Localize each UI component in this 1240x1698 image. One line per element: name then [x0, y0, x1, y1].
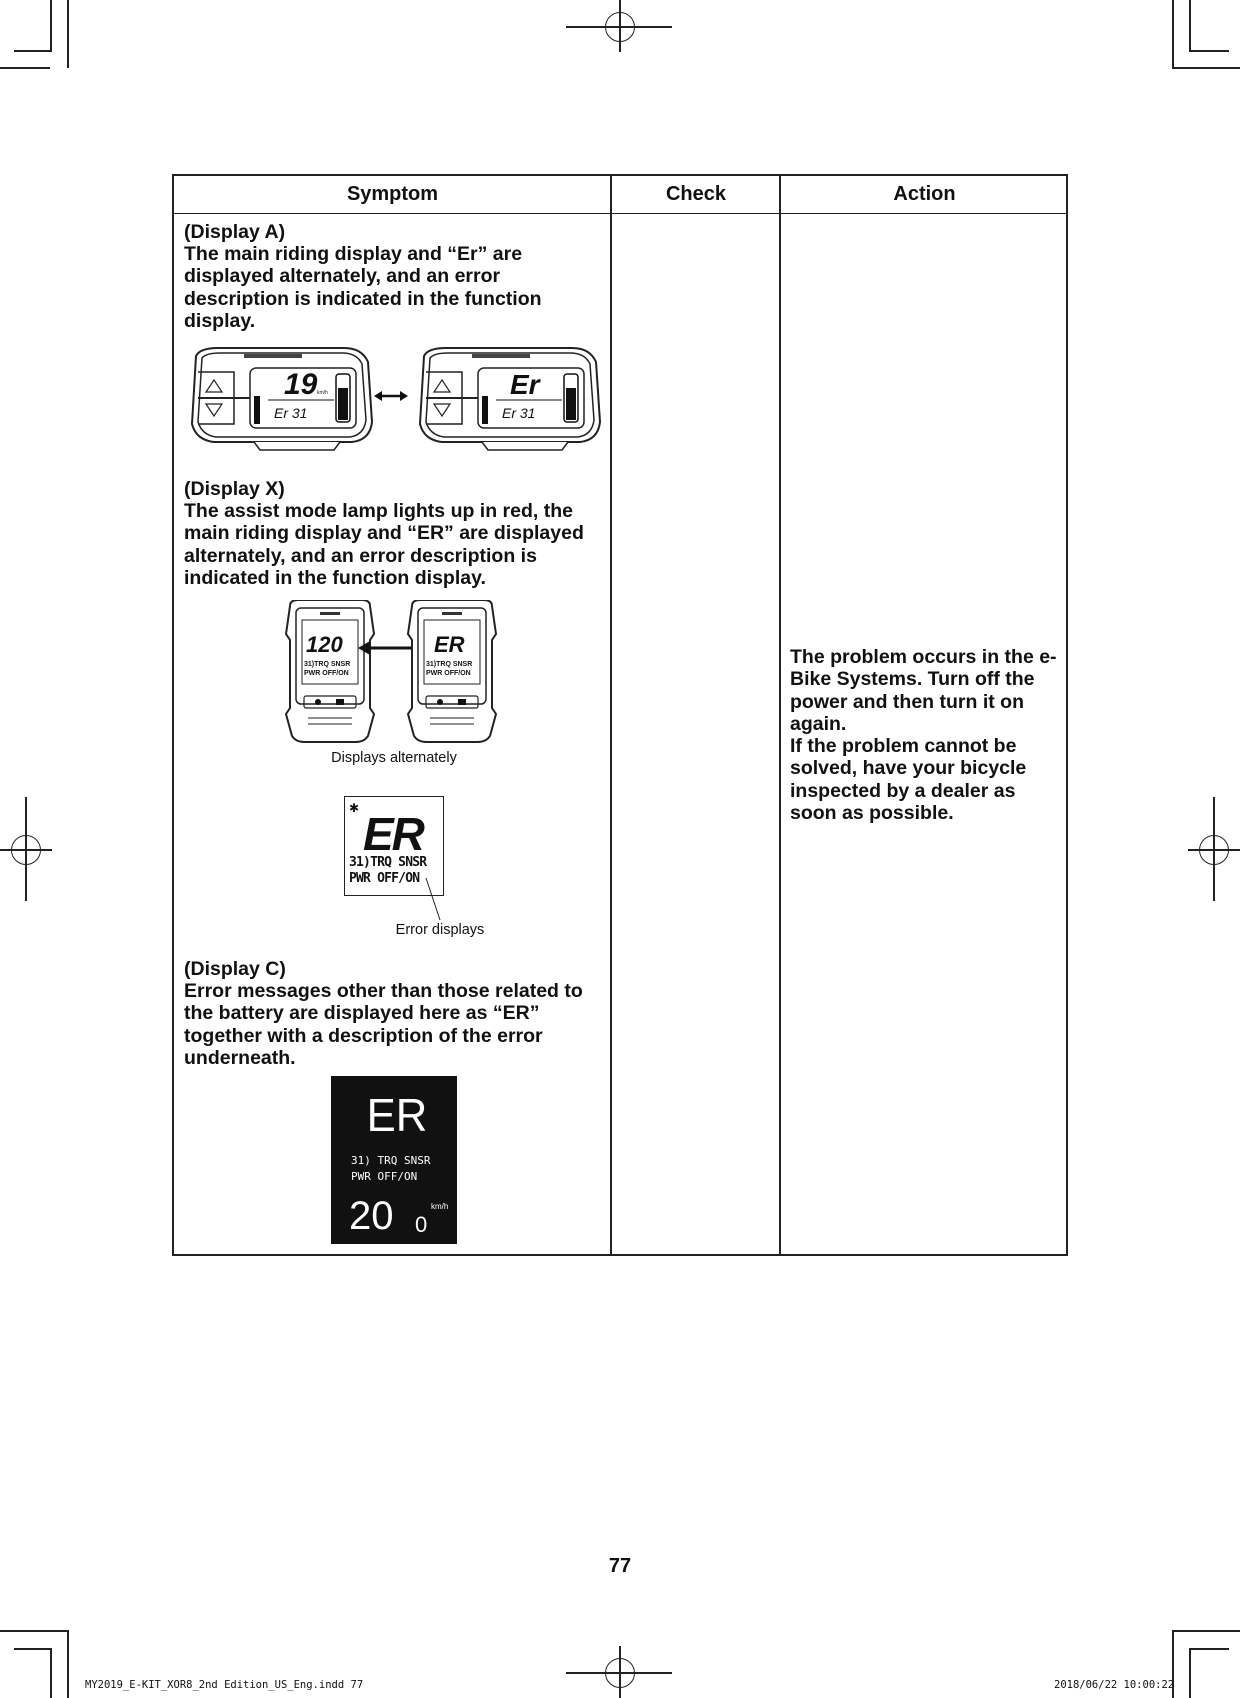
display-c-line1: 31) TRQ SNSR — [351, 1154, 431, 1167]
display-a-heading: (Display A) — [184, 221, 286, 243]
crop-mark — [50, 0, 52, 50]
leader-line — [424, 876, 464, 926]
display-a-illustration — [184, 344, 604, 456]
display-c-screen — [331, 1076, 457, 1244]
closeup-er: ER — [363, 808, 423, 860]
crop-mark — [14, 1648, 52, 1650]
alternate-arrow — [374, 391, 408, 401]
display-c-heading: (Display C) — [184, 958, 286, 980]
display-x-right-unit — [408, 600, 496, 742]
caption-error-displays: Error displays — [395, 922, 485, 938]
crop-mark — [1172, 67, 1240, 69]
display-a-left-code: Er 31 — [274, 405, 308, 421]
crop-mark — [67, 0, 69, 68]
display-x-left-big: 120 — [306, 632, 343, 657]
action-paragraph-2: If the problem cannot be solved, have your bicycle inspected by a dealer as soon as possible. — [790, 735, 1027, 825]
display-x-heading: (Display X) — [184, 478, 285, 500]
display-c-line2: PWR OFF/ON — [351, 1170, 418, 1183]
display-x-text: The assist mode lamp lights up in red, the main riding display and “ER” are displayed alternately, and an error description is indicated in the function display. — [184, 500, 584, 589]
display-x-left-unit — [286, 600, 374, 742]
registration-mark — [605, 12, 635, 42]
display-c-text: Error messages other than those related to the battery are displayed here as “ER” together with a description of the error underneath. — [184, 980, 583, 1069]
bluetooth-icon: ✱ — [349, 801, 360, 815]
page-number: 77 — [608, 1555, 632, 1577]
display-a-left-speed: 19 — [284, 368, 318, 401]
display-a-right-code: Er 31 — [502, 405, 536, 421]
action-header: Action — [781, 176, 1068, 214]
registration-mark — [605, 1658, 635, 1688]
troubleshooting-table — [172, 174, 1068, 1256]
action-text — [790, 646, 1060, 824]
closeup-line1: 31)TRQ SNSR — [349, 855, 427, 870]
closeup-line2: PWR OFF/ON — [349, 871, 420, 886]
column-divider — [779, 176, 781, 1254]
action-paragraph-1: The problem occurs in the e-Bike Systems. Turn off the power and then turn it on again. — [790, 646, 1057, 735]
column-divider — [610, 176, 612, 1254]
display-a-left-unit-label: km/h — [317, 390, 328, 396]
crop-mark — [1189, 50, 1229, 52]
display-a-left-unit — [192, 348, 372, 450]
display-a-right-unit — [420, 348, 600, 450]
crop-mark — [50, 1648, 52, 1698]
display-x-right-line1: 31)TRQ SNSR — [426, 661, 473, 668]
caption-displays-alternately: Displays alternately — [331, 750, 457, 766]
display-c-unit: km/h — [431, 1202, 449, 1211]
check-header: Check — [612, 176, 780, 214]
display-a-right-big: Er — [510, 369, 540, 400]
display-x-illustration — [282, 600, 502, 744]
symptom-header: Symptom — [174, 176, 611, 214]
display-x-right-line2: PWR OFF/ON — [426, 670, 471, 677]
crop-mark — [67, 1630, 69, 1698]
crop-mark — [14, 50, 52, 52]
registration-mark — [1199, 835, 1229, 865]
display-a-text: The main riding display and “Er” are displayed alternately, and an error description is indicated in the function display. — [184, 243, 542, 332]
display-x-right-big: ER — [434, 632, 465, 657]
crop-mark — [1189, 1648, 1191, 1698]
crop-mark — [0, 1630, 68, 1632]
footer-timestamp: 2018/06/22 10:00:22 — [1054, 1679, 1175, 1691]
display-x-left-line1: 31)TRQ SNSR — [304, 661, 351, 668]
display-c-er: ER — [366, 1089, 428, 1141]
crop-mark — [1172, 0, 1174, 68]
display-c-speed-decimal: 0 — [415, 1212, 428, 1237]
crop-mark — [1172, 1630, 1240, 1632]
display-c-speed: 20 — [349, 1194, 394, 1238]
crop-mark — [1189, 0, 1191, 50]
registration-mark — [11, 835, 41, 865]
footer-file-slug: MY2019_E-KIT_XOR8_2nd Edition_US_Eng.indd 77 — [85, 1679, 364, 1691]
display-x-left-line2: PWR OFF/ON — [304, 670, 349, 677]
crop-mark — [1189, 1648, 1229, 1650]
crop-mark — [0, 67, 50, 69]
